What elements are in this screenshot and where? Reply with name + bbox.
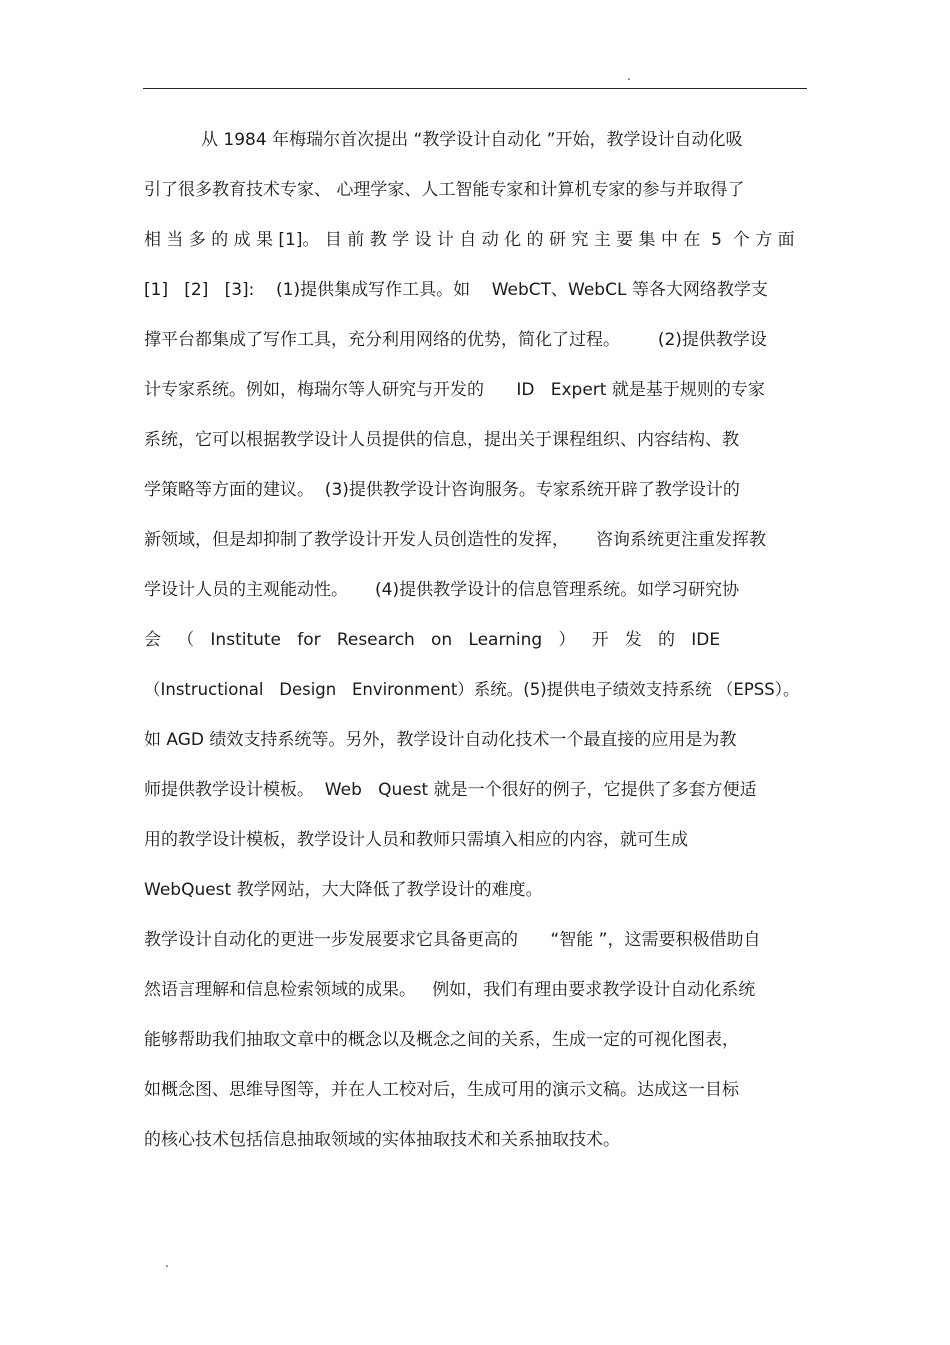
text-line: 然语言理解和信息检索领域的成果。 例如，我们有理由要求教学设计自动化系统 (144, 980, 756, 1000)
text-line: 计专家系统。例如，梅瑞尔等人研究与开发的 ID Expert 就是基于规则的专家 (144, 380, 765, 400)
text-line: 教学设计自动化的更进一步发展要求它具备更高的 “智能 ”，这需要积极借助自 (144, 930, 761, 950)
text-line: 学策略等方面的建议。 (3)提供教学设计咨询服务。专家系统开辟了教学设计的 (144, 480, 740, 500)
text-line: 会 （ Institute for Research on Learning ） 开 发 的 IDE (144, 630, 721, 650)
header-mark: . (627, 69, 631, 83)
text-line: 新领域，但是却抑制了教学设计开发人员创造性的发挥， 咨询系统更注重发挥教 (144, 530, 767, 550)
text-line: [1] [2] [3]: (1)提供集成写作工具。如 WebCT、WebCL 等各大网络教学支 (144, 280, 768, 300)
text-line: 师提供教学设计模板。 Web Quest 就是一个很好的例子，它提供了多套方便适 (144, 780, 757, 800)
text-line: 如 AGD 绩效支持系统等。另外，教学设计自动化技术一个最直接的应用是为教 (144, 730, 737, 750)
text-line: 相 当 多 的 成 果 [1]。 目 前 教 学 设 计 自 动 化 的 研 究 主 要 集 中 在 5 个 方 面 (144, 230, 795, 250)
text-line: WebQuest 教学网站，大大降低了教学设计的难度。 (144, 880, 543, 900)
footer-mark: . (165, 1256, 169, 1270)
text-line: 能够帮助我们抽取文章中的概念以及概念之间的关系，生成一定的可视化图表， (144, 1030, 739, 1050)
header-rule (143, 88, 807, 89)
text-line: 的核心技术包括信息抽取领域的实体抽取技术和关系抽取技术。 (144, 1130, 620, 1150)
text-line: 从 1984 年梅瑞尔首次提出 “教学设计自动化 ”开始，教学设计自动化吸 (201, 130, 743, 150)
text-line: 系统，它可以根据教学设计人员提供的信息，提出关于课程组织、内容结构、教 (144, 430, 739, 450)
text-line: （Instructional Design Environment）系统。(5)提供电子绩效支持系统 （EPSS）。 (144, 680, 800, 699)
text-line: 如概念图、思维导图等，并在人工校对后，生成可用的演示文稿。达成这一目标 (144, 1080, 739, 1100)
text-line: 学设计人员的主观能动性。 (4)提供教学设计的信息管理系统。如学习研究协 (144, 580, 740, 600)
text-line: 引了很多教育技术专家、 心理学家、人工智能专家和计算机专家的参与并取得了 (144, 180, 745, 200)
text-line: 撑平台都集成了写作工具，充分利用网络的优势，简化了过程。 (2)提供教学设 (144, 330, 767, 350)
text-line: 用的教学设计模板，教学设计人员和教师只需填入相应的内容，就可生成 (144, 830, 688, 850)
